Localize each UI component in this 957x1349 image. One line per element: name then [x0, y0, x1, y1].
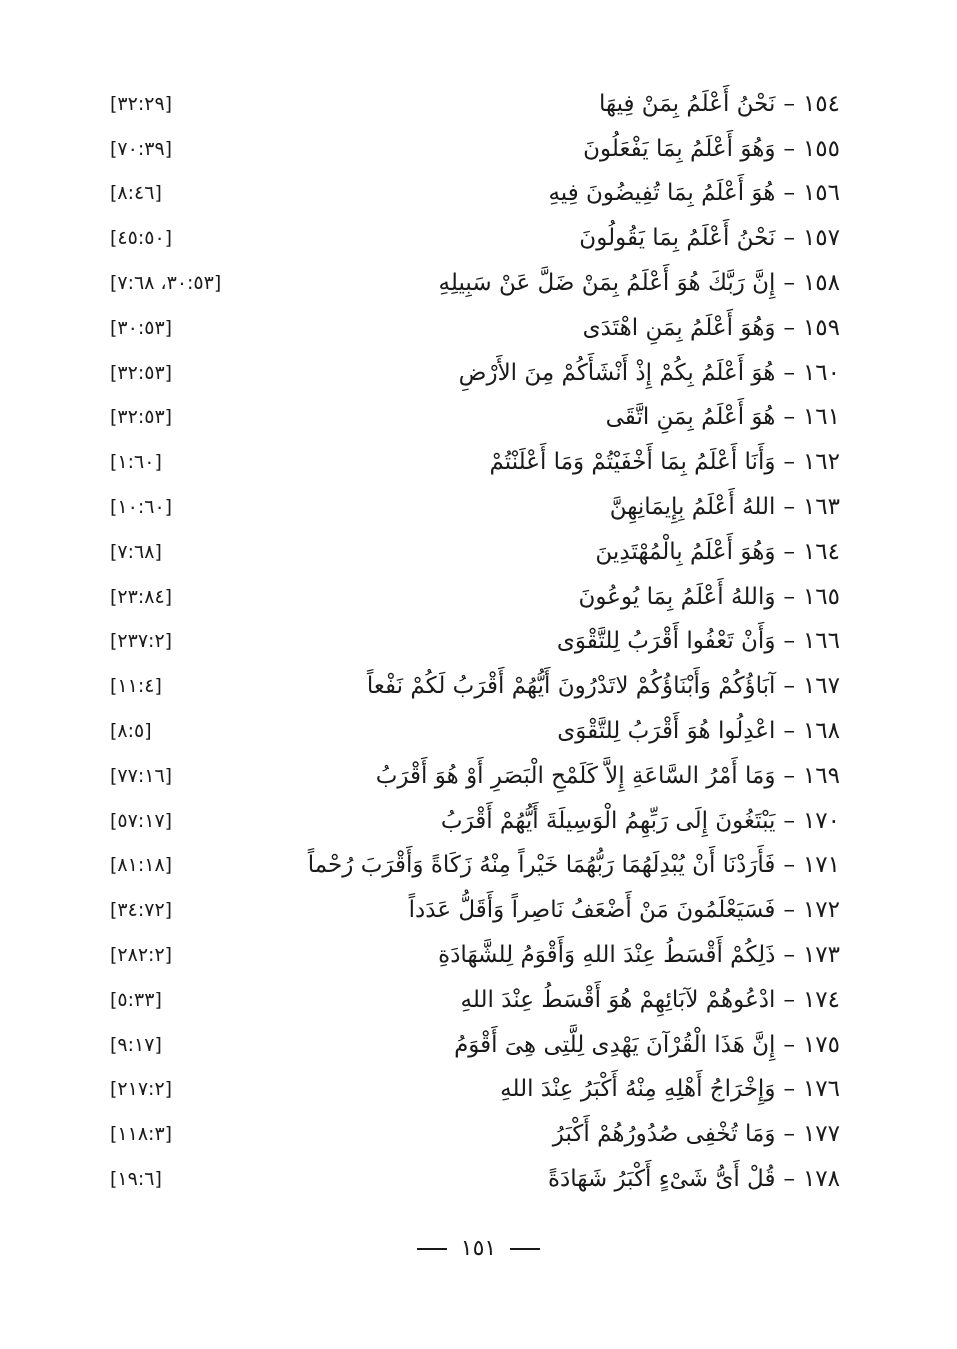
verse-line: ١٧٤–ادْعُوهُمْ لآبَائِهِمْ هُوَ أَقْسَطُ عِنْدَ اللهِ [460, 986, 840, 1013]
verse-text: إِنَّ هَذَا الْقُرْآنَ يَهْدِى لِلَّتِى هِىَ أَقْوَمُ [454, 1031, 776, 1058]
verse-number: ١٦٩ [802, 762, 840, 789]
verse-entry [100, 396, 840, 441]
verse-entry [100, 978, 840, 1023]
verse-line: ١٧٦–وَإِخْرَاجُ أَهْلِهِ مِنْهُ أَكْبَرُ عِنْدَ اللهِ [500, 1076, 840, 1103]
verse-line: ١٧٥–إِنَّ هَذَا الْقُرْآنَ يَهْدِى لِلَّتِى هِىَ أَقْوَمُ [454, 1031, 840, 1058]
verse-entry [100, 709, 840, 754]
verse-reference: [٨١:١٨] [110, 854, 173, 877]
verse-line: ١٦٧–آبَاؤُكُمْ وَأَبْنَاؤُكُمْ لاتَدْرُونَ أَيُّهُمْ أَقْرَبُ لَكُمْ نَفْعاً [366, 673, 840, 700]
verse-text: قُلْ أَىُّ شَىْءٍ أَكْبَرُ شَهَادَةً [547, 1166, 776, 1193]
verse-entry [100, 82, 840, 127]
verse-entry [100, 1112, 840, 1157]
verse-number: ١٥٥ [802, 135, 840, 162]
verse-line: ١٦١–هُوَ أَعْلَمُ بِمَنِ اتَّقَى [605, 404, 840, 431]
verse-line: ١٦٣–اللهُ أَعْلَمُ بِإِيمَانِهِنَّ [609, 494, 840, 521]
verse-text: نَحْنُ أَعْلَمُ بِمَنْ فِيهَا [598, 90, 776, 117]
verse-reference: [٥٧:١٧] [110, 809, 173, 832]
verse-number: ١٥٤ [802, 90, 840, 117]
verse-number: ١٦٢ [802, 449, 840, 476]
page-footer [0, 1238, 957, 1260]
verse-reference: [٧٧:١٦] [110, 764, 173, 787]
verse-number: ١٦٦ [802, 628, 840, 655]
verse-reference: [٣٤:٧٢] [110, 899, 173, 922]
verse-reference: [٩:١٧] [110, 1033, 162, 1056]
verse-line: ١٦٢–وَأَنَا أَعْلَمُ بِمَا أَخْفَيْتُمْ وَمَا أَعْلَنْتُمْ [489, 449, 840, 476]
verse-reference: [٥:٣٣] [110, 988, 162, 1011]
verse-number: ١٧٧ [802, 1121, 840, 1148]
verse-entry [100, 485, 840, 530]
verse-line: ١٥٩–وَهُوَ أَعْلَمُ بِمَنِ اهْتَدَى [582, 314, 840, 341]
verse-text: اعْدِلُوا هُوَ أَقْرَبُ لِلتَّقْوَى [557, 718, 776, 745]
verse-line: ١٧٣–ذَلِكُمْ أَقْسَطُ عِنْدَ اللهِ وَأَقْوَمُ لِلشَّهَادَةِ [438, 942, 840, 969]
verse-text: وَهُوَ أَعْلَمُ بِمَنِ اهْتَدَى [582, 314, 776, 341]
verse-text: هُوَ أَعْلَمُ بِكُمْ إِذْ أَنْشَأَكُمْ مِنَ الأَرْضِ [458, 359, 776, 386]
verse-line: ١٦٤–وَهُوَ أَعْلَمُ بِالْمُهْتَدِينَ [595, 538, 840, 565]
verse-line: ١٥٥–وَهُوَ أَعْلَمُ بِمَا يَفْعَلُونَ [583, 135, 840, 162]
verse-reference: [٣٠:٥٣، ٧:٦٨] [110, 272, 222, 295]
verse-list [100, 82, 840, 1202]
verse-reference: [٤٥:٥٠] [110, 227, 173, 250]
verse-text: وَمَا تُخْفِى صُدُورُهُمْ أَكْبَرُ [552, 1121, 776, 1148]
verse-number: ١٥٩ [802, 314, 840, 341]
verse-reference: [٨:٤٦] [110, 182, 162, 205]
verse-text: وَأَنَا أَعْلَمُ بِمَا أَخْفَيْتُمْ وَمَا أَعْلَنْتُمْ [489, 449, 776, 476]
verse-line: ١٧٧–وَمَا تُخْفِى صُدُورُهُمْ أَكْبَرُ [552, 1121, 840, 1148]
verse-text: هُوَ أَعْلَمُ بِمَنِ اتَّقَى [605, 404, 776, 431]
page-number: ١٥١ [460, 1236, 497, 1261]
verse-entry [100, 127, 840, 172]
verse-text: إِنَّ رَبَّكَ هُوَ أَعْلَمُ بِمَنْ ضَلَّ عَنْ سَبِيلِهِ [438, 270, 776, 297]
verse-text: نَحْنُ أَعْلَمُ بِمَا يَقُولُونَ [579, 225, 776, 252]
verse-text: وَهُوَ أَعْلَمُ بِمَا يَفْعَلُونَ [583, 135, 776, 162]
verse-number: ١٧٨ [802, 1166, 840, 1193]
verse-reference: [١:٦٠] [110, 451, 162, 474]
verse-reference: [٨:٥] [110, 720, 152, 743]
verse-reference: [٧:٦٨] [110, 540, 162, 563]
verse-number: ١٥٧ [802, 225, 840, 252]
verse-line: ١٦٨–اعْدِلُوا هُوَ أَقْرَبُ لِلتَّقْوَى [557, 718, 840, 745]
verse-reference: [٢٨٢:٢] [110, 944, 173, 967]
verse-text: وَأَنْ تَعْفُوا أَقْرَبُ لِلتَّقْوَى [556, 628, 776, 655]
verse-text: هُوَ أَعْلَمُ بِمَا تُفِيضُونَ فِيهِ [548, 180, 776, 207]
verse-number: ١٧٦ [802, 1076, 840, 1103]
verse-number: ١٧٣ [802, 942, 840, 969]
verse-entry [100, 754, 840, 799]
verse-text: فَسَيَعْلَمُونَ مَنْ أَضْعَفُ نَاصِراً وَأَقَلُّ عَدَداً [408, 897, 776, 924]
verse-entry [100, 351, 840, 396]
verse-line: ١٦٩–وَمَا أَمْرُ السَّاعَةِ إِلاَّ كَلَمْحِ الْبَصَرِ أَوْ هُوَ أَقْرَبُ [375, 762, 840, 789]
verse-number: ١٦٨ [802, 718, 840, 745]
verse-entry [100, 844, 840, 889]
verse-text: آبَاؤُكُمْ وَأَبْنَاؤُكُمْ لاتَدْرُونَ أَيُّهُمْ أَقْرَبُ لَكُمْ نَفْعاً [366, 673, 776, 700]
verse-line: ١٥٤–نَحْنُ أَعْلَمُ بِمَنْ فِيهَا [598, 90, 840, 117]
verse-reference: [٣٢:٥٣] [110, 361, 173, 384]
verse-number: ١٦٣ [802, 494, 840, 521]
verse-line: ١٥٦–هُوَ أَعْلَمُ بِمَا تُفِيضُونَ فِيهِ [548, 180, 840, 207]
verse-line: ١٦٥–وَاللهُ أَعْلَمُ بِمَا يُوعُونَ [578, 583, 840, 610]
verse-line: ١٧٨–قُلْ أَىُّ شَىْءٍ أَكْبَرُ شَهَادَةً [547, 1166, 840, 1193]
verse-entry [100, 575, 840, 620]
verse-reference: [٢٣:٨٤] [110, 585, 173, 608]
verse-line: ١٥٧–نَحْنُ أَعْلَمُ بِمَا يَقُولُونَ [579, 225, 840, 252]
verse-number: ١٦١ [802, 404, 840, 431]
verse-number: ١٧١ [802, 852, 840, 879]
verse-entry [100, 664, 840, 709]
verse-number: ١٥٦ [802, 180, 840, 207]
verse-reference: [٣٠:٥٣] [110, 316, 173, 339]
verse-reference: [١٠:٦٠] [110, 496, 173, 519]
verse-text: فَأَرَدْنَا أَنْ يُبْدِلَهُمَا رَبُّهُمَا خَيْراً مِنْهُ زَكَاةً وَأَقْرَبَ رُحْماً [307, 852, 776, 879]
verse-text: وَإِخْرَاجُ أَهْلِهِ مِنْهُ أَكْبَرُ عِنْدَ اللهِ [500, 1076, 776, 1103]
verse-entry [100, 620, 840, 665]
verse-text: وَهُوَ أَعْلَمُ بِالْمُهْتَدِينَ [595, 538, 776, 565]
verse-reference: [٢١٧:٢] [110, 1078, 173, 1101]
verse-entry [100, 216, 840, 261]
verse-reference: [٢٣٧:٢] [110, 630, 173, 653]
verse-text: وَمَا أَمْرُ السَّاعَةِ إِلاَّ كَلَمْحِ الْبَصَرِ أَوْ هُوَ أَقْرَبُ [375, 762, 776, 789]
verse-entry [100, 306, 840, 351]
verse-reference: [٣٢:٢٩] [110, 92, 173, 115]
verse-text: يَبْتَغُونَ إِلَى رَبِّهِمُ الْوَسِيلَةَ أَيُّهُمْ أَقْرَبُ [440, 807, 776, 834]
verse-line: ١٧٢–فَسَيَعْلَمُونَ مَنْ أَضْعَفُ نَاصِراً وَأَقَلُّ عَدَداً [408, 897, 840, 924]
verse-reference: [١١٨:٣] [110, 1123, 173, 1146]
verse-text: ذَلِكُمْ أَقْسَطُ عِنْدَ اللهِ وَأَقْوَمُ لِلشَّهَادَةِ [438, 942, 776, 969]
verse-entry [100, 933, 840, 978]
verse-number: ١٦٥ [802, 583, 840, 610]
verse-number: ١٦٧ [802, 673, 840, 700]
verse-entry [100, 1023, 840, 1068]
verse-line: ١٦٠–هُوَ أَعْلَمُ بِكُمْ إِذْ أَنْشَأَكُمْ مِنَ الأَرْضِ [458, 359, 840, 386]
verse-number: ١٦٤ [802, 538, 840, 565]
verse-entry [100, 172, 840, 217]
verse-number: ١٧٤ [802, 986, 840, 1013]
verse-entry [100, 1157, 840, 1202]
verse-number: ١٧٢ [802, 897, 840, 924]
verse-entry [100, 799, 840, 844]
verse-number: ١٥٨ [802, 270, 840, 297]
verse-reference: [١٩:٦] [110, 1168, 162, 1191]
verse-entry [100, 440, 840, 485]
verse-number: ١٧٠ [802, 807, 840, 834]
verse-entry [100, 1068, 840, 1113]
verse-reference: [٧٠:٣٩] [110, 137, 173, 160]
verse-reference: [١١:٤] [110, 675, 162, 698]
verse-text: وَاللهُ أَعْلَمُ بِمَا يُوعُونَ [578, 583, 776, 610]
verse-line: ١٦٦–وَأَنْ تَعْفُوا أَقْرَبُ لِلتَّقْوَى [556, 628, 840, 655]
verse-text: اللهُ أَعْلَمُ بِإِيمَانِهِنَّ [609, 494, 776, 521]
verse-number: ١٦٠ [802, 359, 840, 386]
verse-entry [100, 261, 840, 306]
footer-rule-left [417, 1248, 447, 1250]
verse-entry [100, 888, 840, 933]
verse-entry [100, 530, 840, 575]
verse-line: ١٧١–فَأَرَدْنَا أَنْ يُبْدِلَهُمَا رَبُّهُمَا خَيْراً مِنْهُ زَكَاةً وَأَقْرَبَ رُحْماً [307, 852, 840, 879]
verse-line: ١٥٨–إِنَّ رَبَّكَ هُوَ أَعْلَمُ بِمَنْ ضَلَّ عَنْ سَبِيلِهِ [438, 270, 840, 297]
footer-rule-right [510, 1248, 540, 1250]
verse-text: ادْعُوهُمْ لآبَائِهِمْ هُوَ أَقْسَطُ عِنْدَ اللهِ [460, 986, 776, 1013]
verse-number: ١٧٥ [802, 1031, 840, 1058]
verse-reference: [٣٢:٥٣] [110, 406, 173, 429]
verse-line: ١٧٠–يَبْتَغُونَ إِلَى رَبِّهِمُ الْوَسِيلَةَ أَيُّهُمْ أَقْرَبُ [440, 807, 840, 834]
